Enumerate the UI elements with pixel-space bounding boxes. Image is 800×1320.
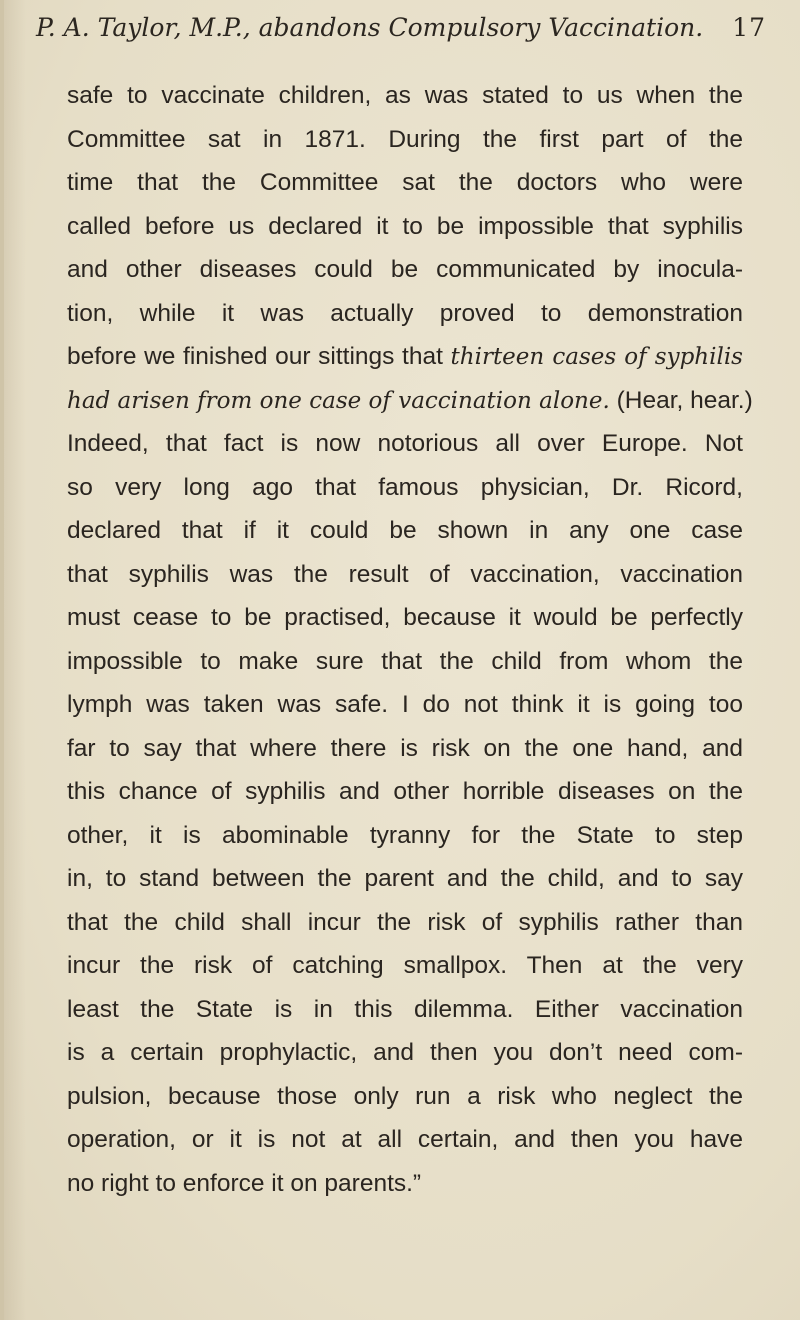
running-head: [36, 8, 766, 48]
text-line: pulsion, because those only run a risk who neglect the: [67, 1082, 743, 1110]
text-line: safe to vaccinate children, as was stated to us when the: [67, 82, 743, 109]
text-line: that syphilis was the result of vaccination, vaccination: [67, 560, 743, 588]
text-line: other, it is abominable tyranny for the State to step: [67, 821, 743, 849]
running-title: P. A. Taylor, M.P., abandons Compulsory Vaccination.: [36, 13, 704, 42]
text-line: impossible to make sure that the child from whom the: [67, 647, 743, 675]
text-line: so very long ago that famous physician, Dr. Ricord,: [67, 473, 743, 501]
text-line: this chance of syphilis and other horrible diseases on the: [67, 778, 743, 805]
text-line: is a certain prophylactic, and then you don’t need com-: [67, 1039, 743, 1066]
text-line: declared that if it could be shown in any one case: [67, 517, 743, 544]
text-line: in, to stand between the parent and the child, and to say: [67, 865, 743, 892]
text-line: called before us declared it to be impossible that syphilis: [67, 212, 743, 240]
text-line: incur the risk of catching smallpox. Then at the very: [67, 952, 743, 979]
text-line: least the State is in this dilemma. Either vaccination: [67, 995, 743, 1023]
text-line: tion, while it was actually proved to demonstration: [67, 299, 743, 327]
text-line: must cease to be practised, because it would be perfectly: [67, 604, 743, 631]
text-line: Indeed, that fact is now notorious all over Europe. Not: [67, 430, 743, 457]
text-line: Committee sat in 1871. During the first part of the: [67, 125, 743, 153]
text-line: and other diseases could be communicated by inocula-: [67, 256, 743, 283]
line-text: before we finished our sittings that: [67, 343, 451, 370]
text-line: no right to enforce it on parents.”: [67, 1169, 422, 1197]
italic-phrase: had arisen from one case of vaccination alone.: [67, 387, 610, 414]
body-text: [67, 74, 753, 1205]
text-line: time that the Committee sat the doctors who were: [67, 169, 743, 196]
italic-phrase: thirteen cases of syphilis: [450, 344, 743, 370]
line-text: (Hear, hear.): [609, 386, 753, 414]
text-line: [67, 379, 753, 423]
text-line: operation, or it is not at all certain, and then you have: [67, 1126, 743, 1153]
text-line: that the child shall incur the risk of syphilis rather than: [67, 908, 743, 936]
page-number: 17: [732, 13, 766, 42]
text-line: far to say that where there is risk on the one hand, and: [67, 734, 743, 762]
text-line: lymph was taken was safe. I do not think it is going too: [67, 691, 743, 718]
text-line: [67, 335, 743, 379]
page-edge: [0, 0, 4, 1320]
